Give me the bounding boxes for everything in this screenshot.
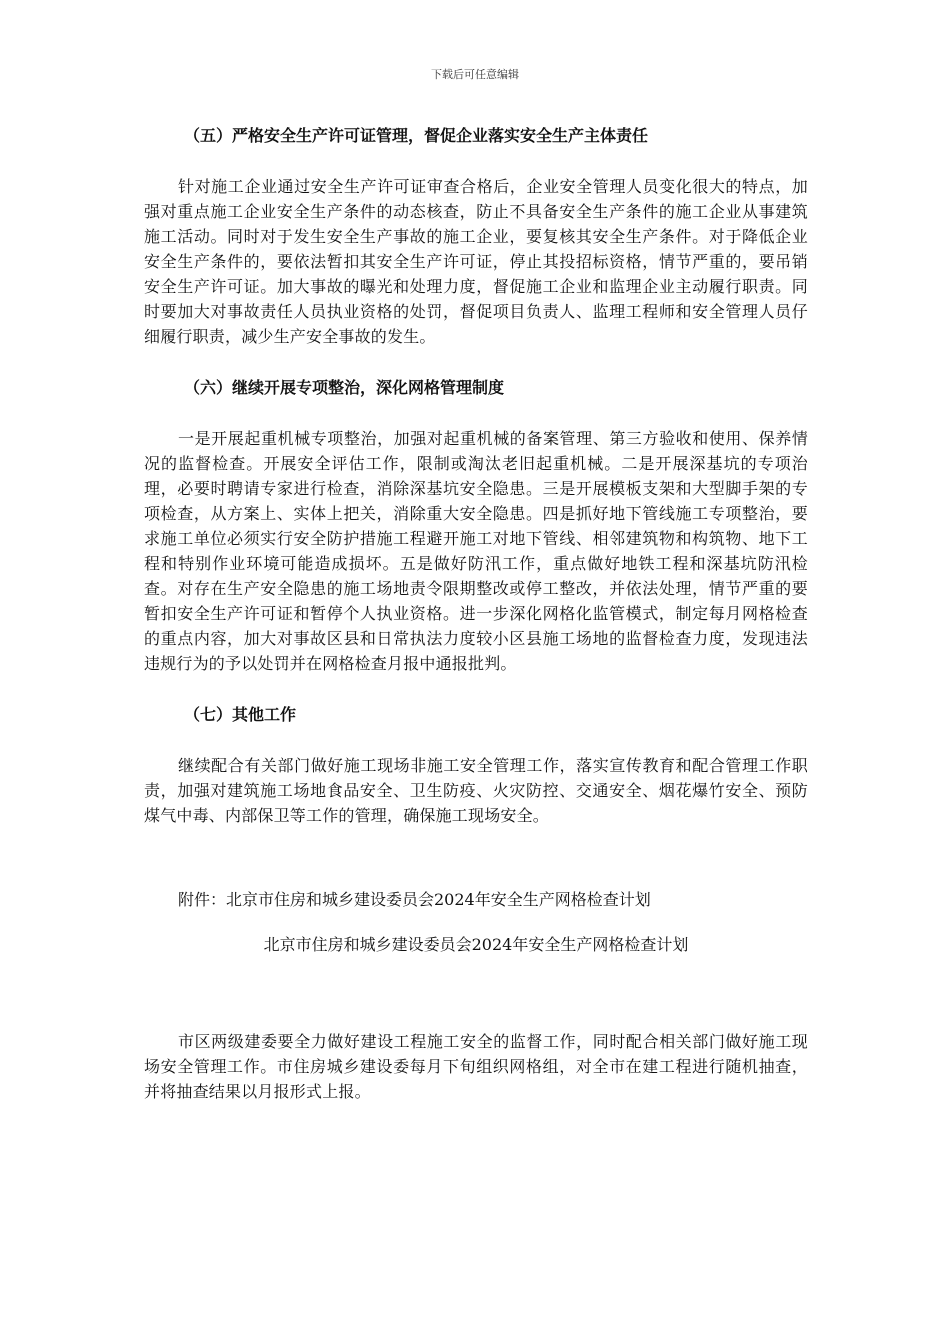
section-7-heading: （七）其他工作 bbox=[184, 705, 297, 724]
closing-paragraph: 市区两级建委要全力做好建设工程施工安全的监督工作，同时配合相关部门做好施工现场安全管理工作。市住房城乡建设委每月下旬组织网格组，对全市在建工程进行随机抽查，并将抽查结果以月报形式上报。 bbox=[144, 1032, 808, 1101]
document-body bbox=[144, 120, 808, 1104]
section-6-heading: （六）继续开展专项整治，深化网格管理制度 bbox=[184, 378, 505, 397]
section-5-paragraph: 针对施工企业通过安全生产许可证审查合格后，企业安全管理人员变化很大的特点，加强对重点施工企业安全生产条件的动态核查，防止不具备安全生产条件的施工企业从事建筑施工活动。同时对于发生安全生产事故的施工企业，要复核其安全生产条件。对于降低企业安全生产条件的，要依法暂扣其安全生产许可证，停止其投招标资格，情节严重的，要吊销安全生产许可证。加大事故的曝光和处理力度，督促施工企业和监理企业主动履行职责。同时要加大对事故责任人员执业资格的处罚，督促项目负责人、监理工程师和安全管理人员仔细履行职责，减少生产安全事故的发生。 bbox=[144, 177, 808, 346]
section-7-paragraph: 继续配合有关部门做好施工现场非施工安全管理工作，落实宣传教育和配合管理工作职责，加强对建筑施工场地食品安全、卫生防疫、火灾防控、交通安全、烟花爆竹安全、预防煤气中毒、内部保卫等工作的管理，确保施工现场安全。 bbox=[144, 756, 808, 825]
attachment-title: 北京市住房和城乡建设委员会2024年安全生产网格检查计划 bbox=[263, 935, 689, 954]
attachment-line: 附件：北京市住房和城乡建设委员会2024年安全生产网格检查计划 bbox=[178, 890, 651, 909]
section-6-paragraph: 一是开展起重机械专项整治，加强对起重机械的备案管理、第三方验收和使用、保养情况的监督检查。开展安全评估工作，限制或淘汰老旧起重机械。二是开展深基坑的专项治理，必要时聘请专家进行检查，消除深基坑安全隐患。三是开展模板支架和大型脚手架的专项检查，从方案上、实体上把关，消除重大安全隐患。四是抓好地下管线施工专项整治，要求施工单位必须实行安全防护措施工程避开施工对地下管线、相邻建筑物和构筑物、地下工程和特别作业环境可能造成损坏。五是做好防汛工作，重点做好地铁工程和深基坑防汛检查。对存在生产安全隐患的施工场地责令限期整改或停工整改，并依法处理，情节严重的要暂扣安全生产许可证和暂停个人执业资格。进一步深化网格化监管模式，制定每月网格检查的重点内容，加大对事故区县和日常执法力度较小区县施工场地的监督检查力度，发现违法违规行为的予以处罚并在网格检查月报中通报批判。 bbox=[144, 429, 808, 673]
section-5-heading: （五）严格安全生产许可证管理，督促企业落实安全生产主体责任 bbox=[184, 126, 649, 145]
header-note: 下载后可任意编辑 bbox=[431, 68, 519, 81]
